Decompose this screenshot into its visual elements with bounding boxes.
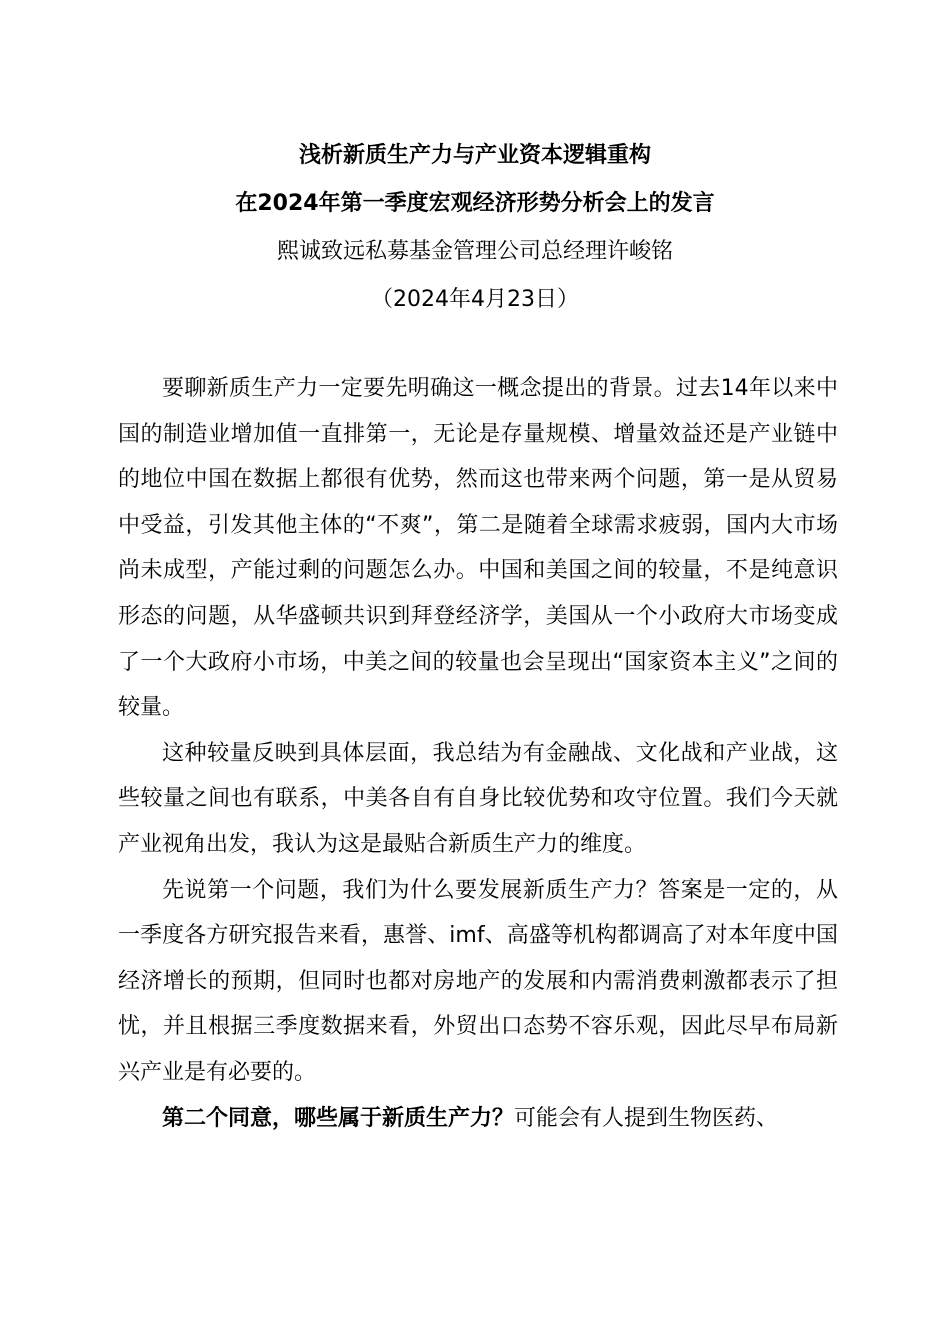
document-subtitle: 在2024年第一季度宏观经济形势分析会上的发言 [235, 191, 715, 216]
paragraph-competition: 这种较量反映到具体层面，我总结为有金融战、文化战和产业战，这些较量之间也有联系，中美各自有自身比较优势和攻守位置。我们今天就产业视角出发，我认为这是最贴合新质生产力的维度。 [118, 740, 838, 857]
document-header [0, 132, 950, 324]
document-body [118, 366, 838, 1141]
paragraph-why-develop: 先说第一个问题，我们为什么要发展新质生产力？答案是一定的，从一季度各方研究报告来看，惠誉、imf、高盛等机构都调高了对本年度中国经济增长的预期，但同时也都对房地产的发展和内需消费刺激都表示了担忧，并且根据三季度数据来看，外贸出口态势不容乐观，因此尽早布局新兴产业是有必要的。 [118, 877, 838, 1085]
document-author: 熙诚致远私募基金管理公司总经理许峻铭 [276, 239, 673, 264]
paragraph-background: 要聊新质生产力一定要先明确这一概念提出的背景。过去14年以来中国的制造业增加值一直排第一，无论是存量规模、增量效益还是产业链中的地位中国在数据上都很有优势，然而这也带来两个问题，第一是从贸易中受益，引发其他主体的“不爽”，第二是随着全球需求疲弱，国内大市场尚未成型，产能过剩的问题怎么办。中国和美国之间的较量，不是纯意识形态的问题，从华盛顿共识到拜登经济学，美国从一个小政府大市场变成了一个大政府小市场，中美之间的较量也会呈现出“国家资本主义”之间的较量。 [118, 376, 838, 721]
paragraph-what-belongs [118, 1096, 838, 1142]
paragraph-continuation: 可能会有人提到生物医药、 [514, 1105, 779, 1131]
document-title: 浅析新质生产力与产业资本逻辑重构 [298, 143, 651, 168]
document-date: （2024年4月23日） [371, 287, 579, 312]
paragraph-bold-lead: 第二个同意，哪些属于新质生产力？ [162, 1105, 515, 1131]
